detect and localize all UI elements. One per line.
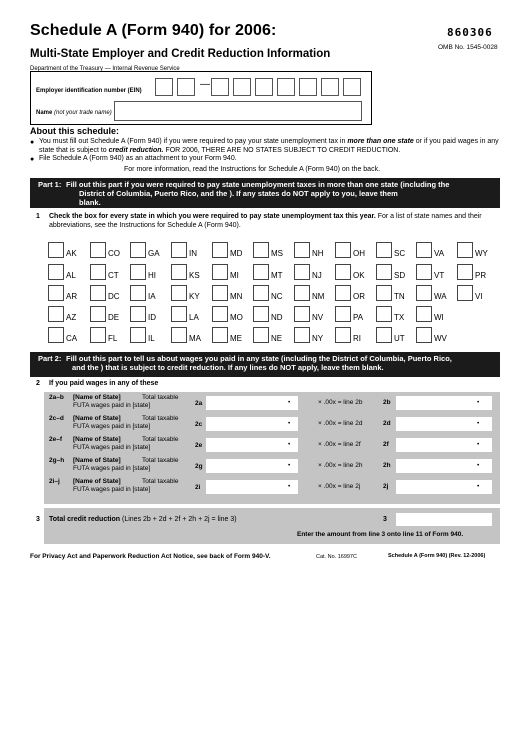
- state-checkbox-wi[interactable]: [416, 306, 432, 322]
- state-label-pr: PR: [475, 271, 487, 280]
- state-checkbox-nm[interactable]: [294, 285, 310, 301]
- state-label-vi: VI: [475, 292, 483, 301]
- line2-row-calc: × .00x = line 2h: [318, 462, 363, 469]
- state-checkbox-tx[interactable]: [376, 306, 392, 322]
- cents-dot: •: [477, 441, 480, 448]
- form-title: Schedule A (Form 940) for 2006:: [30, 22, 277, 39]
- state-checkbox-me[interactable]: [212, 327, 228, 343]
- form-code: 860306: [447, 26, 493, 39]
- state-checkbox-tn[interactable]: [376, 285, 392, 301]
- line2-row-state: [Name of State]: [73, 394, 121, 401]
- state-checkbox-ne[interactable]: [253, 327, 269, 343]
- line2-row-box-label: 2c: [195, 421, 203, 428]
- state-label-ne: NE: [271, 334, 283, 343]
- state-label-va: VA: [434, 249, 445, 258]
- part2-text-l2: [72, 363, 384, 372]
- state-checkbox-fl[interactable]: [90, 327, 106, 343]
- state-label-ut: UT: [394, 334, 405, 343]
- state-checkbox-in[interactable]: [171, 242, 187, 258]
- state-checkbox-ks[interactable]: [171, 264, 187, 280]
- state-checkbox-az[interactable]: [48, 306, 64, 322]
- state-label-ny: NY: [312, 334, 324, 343]
- state-label-ks: KS: [189, 271, 200, 280]
- cents-dot: •: [288, 462, 291, 469]
- state-checkbox-hi[interactable]: [130, 264, 146, 280]
- line2-row-desc2: FUTA wages paid in [state]: [73, 486, 151, 493]
- line3-label: Total credit reduction: [49, 516, 121, 523]
- state-label-nd: ND: [271, 313, 283, 322]
- state-checkbox-vt[interactable]: [416, 264, 432, 280]
- state-label-ky: KY: [189, 292, 200, 301]
- line2-row-code: 2e–f: [49, 436, 63, 443]
- part2-text-l2b: ) that is subject to credit reduction. If any lines do NOT apply, leave them blank.: [100, 363, 384, 372]
- about-bullet-2: File Schedule A (Form 940) as an attachment to your Form 940.: [39, 155, 237, 162]
- state-label-al: AL: [66, 271, 76, 280]
- state-checkbox-mo[interactable]: [212, 306, 228, 322]
- line2-row-code: 2g–h: [49, 457, 65, 464]
- omb-number: OMB No. 1545-0028: [438, 44, 498, 51]
- bullet1-emph-a: more than one state: [347, 138, 414, 145]
- cents-dot: •: [288, 483, 291, 490]
- state-checkbox-pr[interactable]: [457, 264, 473, 280]
- line1-bold: Check the box for every state in which you were required to pay state unemployment tax this year.: [49, 213, 376, 220]
- bullet-icon: ●: [30, 156, 35, 163]
- state-label-nm: NM: [312, 292, 325, 301]
- state-label-la: LA: [189, 313, 199, 322]
- bullet1-text-c: or if you paid: [415, 138, 456, 145]
- line2-row-state: [Name of State]: [73, 415, 121, 422]
- state-checkbox-md[interactable]: [212, 242, 228, 258]
- line2-wage-field[interactable]: [206, 438, 298, 452]
- state-checkbox-sc[interactable]: [376, 242, 392, 258]
- state-checkbox-ri[interactable]: [335, 327, 351, 343]
- line3-amount-field[interactable]: [396, 513, 492, 526]
- state-checkbox-wy[interactable]: [457, 242, 473, 258]
- ein-digit-9[interactable]: [343, 78, 361, 96]
- line2-row-calc: × .00x = line 2b: [318, 399, 363, 406]
- state-checkbox-ak[interactable]: [48, 242, 64, 258]
- state-label-ak: AK: [66, 249, 77, 258]
- line2-row-desc1: Total taxable: [142, 436, 179, 443]
- line2-row-desc1: Total taxable: [142, 394, 179, 401]
- state-checkbox-wa[interactable]: [416, 285, 432, 301]
- part1-header: [30, 178, 500, 208]
- name-hint: (not your trade name): [54, 110, 112, 116]
- bullet1-text-f: FOR 2006, THERE ARE NO STATES SUBJECT TO CREDIT REDUCTION.: [165, 146, 401, 154]
- cents-dot: •: [477, 462, 480, 469]
- line1-number: 1: [36, 213, 40, 220]
- name-label: [36, 110, 112, 116]
- line2-row-desc2: FUTA wages paid in [state]: [73, 402, 151, 409]
- line2-wage-field[interactable]: [206, 417, 298, 431]
- about-bullet-1: [39, 138, 501, 155]
- state-checkbox-ia[interactable]: [130, 285, 146, 301]
- state-label-ar: AR: [66, 292, 78, 301]
- state-label-mo: MO: [230, 313, 243, 322]
- state-checkbox-nj[interactable]: [294, 264, 310, 280]
- state-label-de: DE: [108, 313, 120, 322]
- state-label-ms: MS: [271, 249, 283, 258]
- state-checkbox-nc[interactable]: [253, 285, 269, 301]
- part2-text-l1: Fill out this part to tell us about wages you paid in any state (including the District of Columbia, Puerto Rico,: [66, 354, 452, 363]
- line2-row-result-label: 2f: [383, 441, 389, 448]
- form-revision: Schedule A (Form 940) (Rev. 12-2006): [388, 553, 486, 559]
- line2-row-box-label: 2i: [195, 484, 201, 491]
- state-label-mi: MI: [230, 271, 239, 280]
- line3-formula: (Lines 2b + 2d + 2f + 2h + 2j = line 3): [122, 516, 237, 523]
- part1-text-l2b: ). If any states do NOT apply to you, leave them: [229, 189, 398, 198]
- line2-row-box-label: 2a: [195, 400, 203, 407]
- line2-row-state: [Name of State]: [73, 478, 121, 485]
- part2-text-l2a: and the: [72, 363, 99, 372]
- state-checkbox-mt[interactable]: [253, 264, 269, 280]
- state-checkbox-pa[interactable]: [335, 306, 351, 322]
- line2-row-box-label: 2g: [195, 463, 203, 470]
- privacy-notice: For Privacy Act and Paperwork Reduction Act Notice, see back of Form 940-V.: [30, 553, 271, 560]
- more-info-note: For more information, read the Instructions for Schedule A (Form 940) on the back.: [124, 166, 381, 173]
- state-label-md: MD: [230, 249, 243, 258]
- state-label-nj: NJ: [312, 271, 322, 280]
- line1-rest: For a list of state names and: [377, 213, 467, 220]
- state-checkbox-de[interactable]: [90, 306, 106, 322]
- state-label-tn: TN: [394, 292, 405, 301]
- state-checkbox-va[interactable]: [416, 242, 432, 258]
- state-label-ct: CT: [108, 271, 119, 280]
- state-label-ok: OK: [353, 271, 365, 280]
- cents-dot: •: [477, 420, 480, 427]
- state-label-mt: MT: [271, 271, 283, 280]
- cents-dot: •: [477, 483, 480, 490]
- line2-number: 2: [36, 380, 40, 387]
- state-label-oh: OH: [353, 249, 365, 258]
- ein-digit-6[interactable]: [277, 78, 295, 96]
- line2-wage-field[interactable]: [206, 459, 298, 473]
- state-checkbox-ga[interactable]: [130, 242, 146, 258]
- cents-dot: •: [288, 399, 291, 406]
- state-label-ga: GA: [148, 249, 160, 258]
- ein-digit-1[interactable]: [155, 78, 173, 96]
- state-label-nh: NH: [312, 249, 324, 258]
- state-label-vt: VT: [434, 271, 445, 280]
- line2-row-calc: × .00x = line 2d: [318, 420, 363, 427]
- ein-digit-2[interactable]: [177, 78, 195, 96]
- state-checkbox-nv[interactable]: [294, 306, 310, 322]
- part2-header: [30, 352, 500, 377]
- form-subtitle: Multi-State Employer and Credit Reduction Information: [30, 48, 331, 60]
- state-label-pa: PA: [353, 313, 364, 322]
- state-label-fl: FL: [108, 334, 118, 343]
- state-checkbox-il[interactable]: [130, 327, 146, 343]
- state-checkbox-ca[interactable]: [48, 327, 64, 343]
- state-label-wy: WY: [475, 249, 488, 258]
- line2-row-result-label: 2j: [383, 483, 389, 490]
- cents-dot: •: [288, 441, 291, 448]
- line2-wage-field[interactable]: [206, 480, 298, 494]
- state-checkbox-nd[interactable]: [253, 306, 269, 322]
- bullet-icon: ●: [30, 139, 35, 146]
- state-label-wi: WI: [434, 313, 444, 322]
- cents-dot: •: [477, 399, 480, 406]
- line2-row-code: 2a–b: [49, 394, 64, 401]
- ein-label: Employer identification number (EIN): [36, 88, 142, 94]
- state-label-ri: RI: [353, 334, 361, 343]
- state-checkbox-ar[interactable]: [48, 285, 64, 301]
- state-checkbox-id[interactable]: [130, 306, 146, 322]
- part2-label: Part 2:: [38, 354, 62, 363]
- line1-l2: their abbreviations, see the Instructions for Schedule A (Form 940).: [49, 213, 482, 229]
- line2-wage-field[interactable]: [206, 396, 298, 410]
- state-checkbox-oh[interactable]: [335, 242, 351, 258]
- ein-digit-3[interactable]: [211, 78, 229, 96]
- state-label-wv: WV: [434, 334, 447, 343]
- state-checkbox-la[interactable]: [171, 306, 187, 322]
- part1-text-l2: [79, 189, 398, 198]
- line3-box-label: 3: [383, 516, 387, 523]
- state-label-ca: CA: [66, 334, 78, 343]
- line2-row-result-label: 2d: [383, 420, 391, 427]
- line2-row-code: 2i–j: [49, 478, 60, 485]
- catalog-number: Cat. No. 16997C: [316, 554, 357, 560]
- ein-digit-7[interactable]: [299, 78, 317, 96]
- state-label-in: IN: [189, 249, 197, 258]
- state-checkbox-wv[interactable]: [416, 327, 432, 343]
- name-field[interactable]: [114, 101, 362, 121]
- bullet1-text-d: wages in any state that is subject to: [39, 138, 499, 154]
- line3-note: Enter the amount from line 3 onto line 11 of Form 940.: [297, 531, 464, 538]
- state-label-nc: NC: [271, 292, 283, 301]
- line1-instruction: [49, 213, 501, 230]
- line2-row-desc1: Total taxable: [142, 478, 179, 485]
- state-label-az: AZ: [66, 313, 77, 322]
- state-checkbox-ct[interactable]: [90, 264, 106, 280]
- line2-row-desc2: FUTA wages paid in [state]: [73, 444, 151, 451]
- bullet1-text-a: You must fill out Schedule A (Form 940) if you were required to pay your state unemployment tax in: [39, 138, 346, 145]
- part1-text-l1: Fill out this part if you were required to pay state unemployment taxes in more than one state (including the: [66, 180, 450, 189]
- state-label-sd: SD: [394, 271, 406, 280]
- line2-row-desc2: FUTA wages paid in [state]: [73, 465, 151, 472]
- ein-digit-4[interactable]: [233, 78, 251, 96]
- state-checkbox-nh[interactable]: [294, 242, 310, 258]
- line2-row-calc: × .00x = line 2j: [318, 483, 361, 490]
- state-checkbox-mi[interactable]: [212, 264, 228, 280]
- state-checkbox-co[interactable]: [90, 242, 106, 258]
- state-label-wa: WA: [434, 292, 447, 301]
- line2-row-desc2: FUTA wages paid in [state]: [73, 423, 151, 430]
- state-label-tx: TX: [394, 313, 405, 322]
- state-label-sc: SC: [394, 249, 406, 258]
- state-label-il: IL: [148, 334, 155, 343]
- state-checkbox-ms[interactable]: [253, 242, 269, 258]
- state-label-id: ID: [148, 313, 156, 322]
- part1-text-l2a: District of Columbia, Puerto Rico, and the: [79, 189, 228, 198]
- state-label-hi: HI: [148, 271, 156, 280]
- state-label-dc: DC: [108, 292, 120, 301]
- state-checkbox-ky[interactable]: [171, 285, 187, 301]
- line2-label: If you paid wages in any of these: [49, 380, 159, 387]
- ein-dash: —: [200, 79, 210, 90]
- state-checkbox-vi[interactable]: [457, 285, 473, 301]
- line2-row-calc: × .00x = line 2f: [318, 441, 361, 448]
- state-checkbox-mn[interactable]: [212, 285, 228, 301]
- state-label-co: CO: [108, 249, 120, 258]
- department-label: Department of the Treasury — Internal Revenue Service: [30, 66, 180, 72]
- state-label-mn: MN: [230, 292, 243, 301]
- state-label-nv: NV: [312, 313, 324, 322]
- line2-row-result-label: 2b: [383, 399, 391, 406]
- state-checkbox-al[interactable]: [48, 264, 64, 280]
- state-label-ma: MA: [189, 334, 201, 343]
- line2-row-result-label: 2h: [383, 462, 391, 469]
- state-checkbox-ma[interactable]: [171, 327, 187, 343]
- name-label-text: Name: [36, 110, 53, 116]
- state-checkbox-dc[interactable]: [90, 285, 106, 301]
- state-label-me: ME: [230, 334, 242, 343]
- state-label-ia: IA: [148, 292, 156, 301]
- state-label-or: OR: [353, 292, 365, 301]
- ein-digit-5[interactable]: [255, 78, 273, 96]
- cents-dot: •: [288, 420, 291, 427]
- part1-text-l3: blank.: [79, 198, 101, 207]
- state-checkbox-ut[interactable]: [376, 327, 392, 343]
- line3-number: 3: [36, 516, 40, 523]
- state-checkbox-ny[interactable]: [294, 327, 310, 343]
- line3-label-row: [49, 516, 237, 525]
- state-checkbox-or[interactable]: [335, 285, 351, 301]
- line2-row-desc1: Total taxable: [142, 415, 179, 422]
- line2-row-code: 2c–d: [49, 415, 64, 422]
- line2-row-box-label: 2e: [195, 442, 203, 449]
- state-checkbox-ok[interactable]: [335, 264, 351, 280]
- line2-row-state: [Name of State]: [73, 457, 121, 464]
- part1-label: Part 1:: [38, 180, 62, 189]
- line2-row-desc1: Total taxable: [142, 457, 179, 464]
- bullet1-emph-e: credit reduction.: [108, 146, 164, 154]
- about-title: About this schedule:: [30, 126, 120, 136]
- ein-digit-8[interactable]: [321, 78, 339, 96]
- line2-row-state: [Name of State]: [73, 436, 121, 443]
- state-checkbox-sd[interactable]: [376, 264, 392, 280]
